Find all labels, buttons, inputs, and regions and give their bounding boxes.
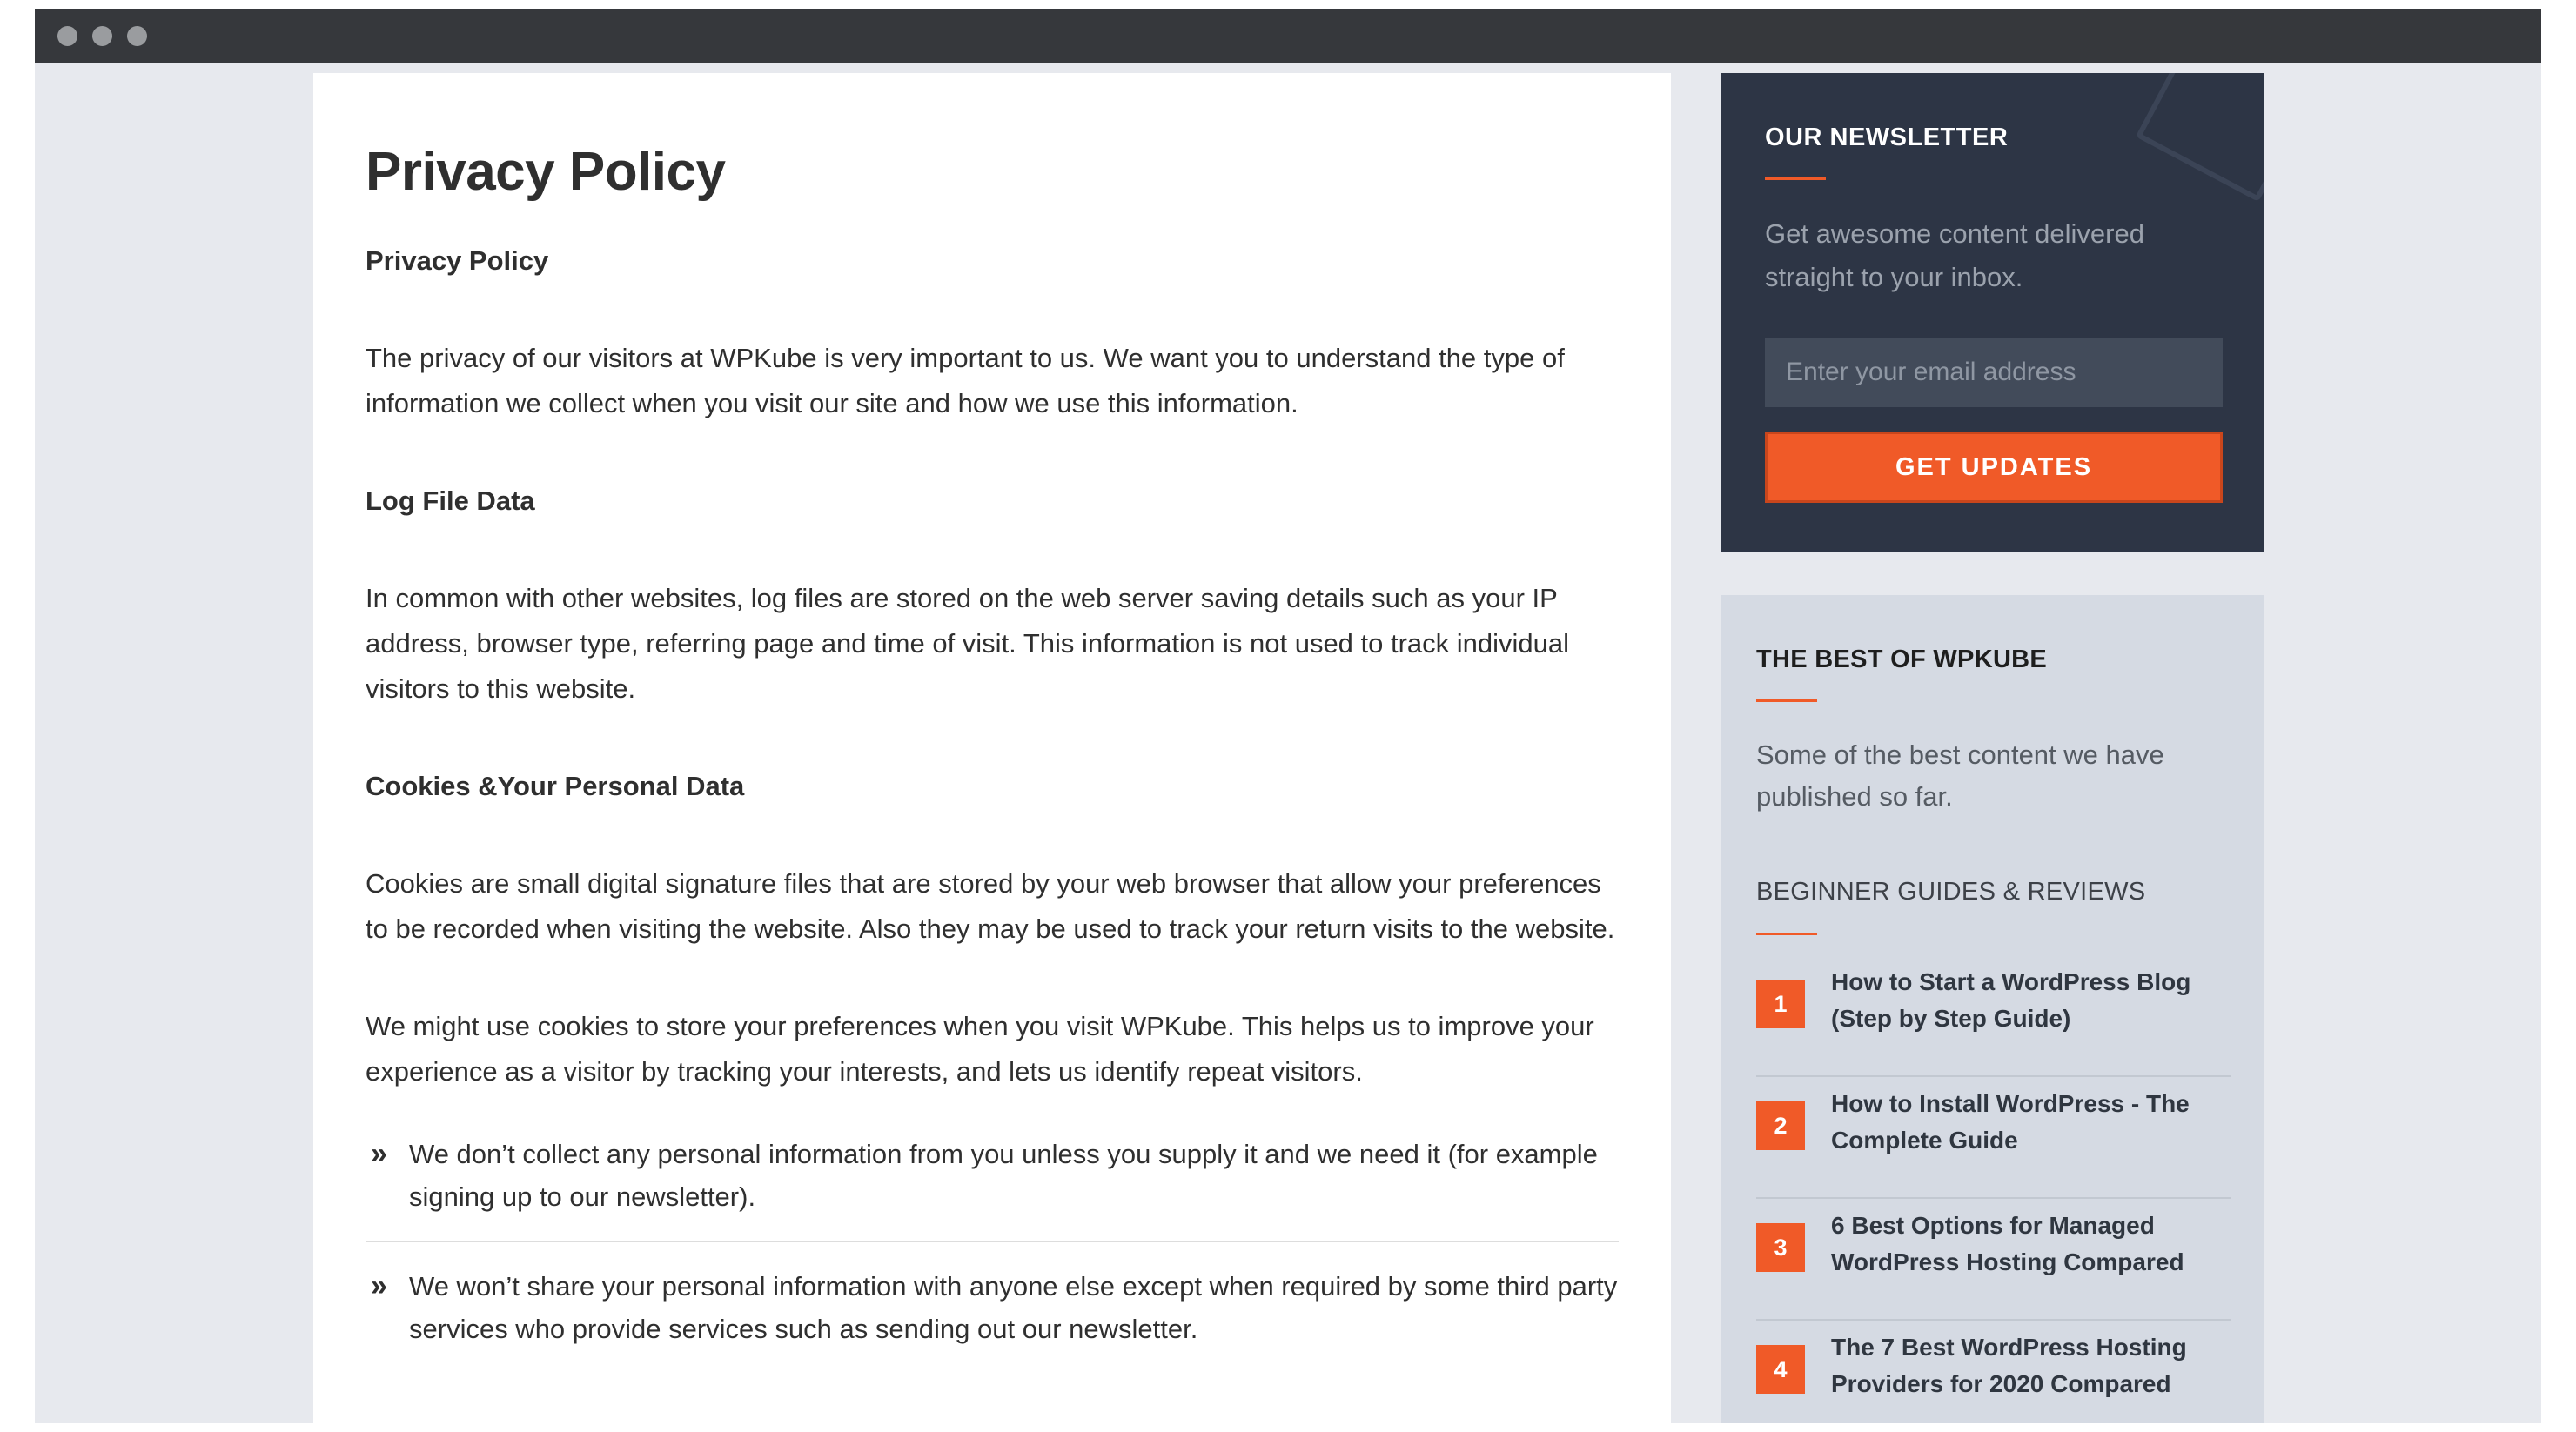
guide-item-3[interactable] [1756, 1199, 2231, 1321]
newsletter-widget [1721, 73, 2264, 552]
log-file-heading: Log File Data [366, 485, 535, 516]
window-titlebar [35, 9, 2541, 63]
email-input[interactable] [1765, 338, 2223, 407]
list-item [366, 1133, 1619, 1242]
guide-link[interactable]: How to Start a WordPress Blog (Step by Step Guide) [1831, 968, 2191, 1032]
intro-paragraph: The privacy of our visitors at WPKube is very important to us. We want you to understand the type of information we collect when you visit our site and how we use this information. [366, 343, 1565, 418]
guide-link[interactable]: 6 Best Options for Managed WordPress Hosting Compared [1831, 1212, 2184, 1275]
list-item [366, 1265, 1619, 1373]
guide-link[interactable]: The 7 Best WordPress Hosting Providers for 2020 Compared [1831, 1334, 2187, 1397]
guide-number-badge: 2 [1756, 1101, 1805, 1150]
article-subtitle: Privacy Policy [366, 245, 549, 276]
article-body [366, 238, 1619, 1395]
bullet-text: We don’t collect any personal information from you unless you supply it and we need it (for example signing up to our newsletter). [409, 1139, 1598, 1212]
accent-divider [1756, 933, 1817, 935]
double-chevron-right-icon: » [371, 1137, 387, 1170]
guide-number-badge: 3 [1756, 1223, 1805, 1272]
guide-item-1[interactable] [1756, 955, 2231, 1077]
guide-item-2[interactable] [1756, 1077, 2231, 1199]
double-chevron-right-icon: » [371, 1269, 387, 1302]
newsletter-title: OUR NEWSLETTER [1765, 124, 2009, 151]
guide-number-badge: 1 [1756, 980, 1805, 1028]
newsletter-description: Get awesome content delivered straight to your inbox. [1765, 218, 2144, 292]
envelope-icon [2136, 73, 2264, 202]
get-updates-button[interactable]: GET UPDATES [1765, 432, 2223, 503]
page-title: Privacy Policy [366, 142, 726, 202]
bullet-text: We won’t share your personal information with anyone else except when required by some third party services who provide services such as sending out our newsletter. [409, 1271, 1618, 1344]
log-file-paragraph: In common with other websites, log files are stored on the web server saving details such as your IP address, browser type, referring page and time of visit. This information is not used to track individual visitors to this website. [366, 583, 1570, 704]
policy-bullet-list [366, 1133, 1619, 1373]
best-of-description: Some of the best content we have published so far. [1756, 739, 2164, 812]
cookies-paragraph: Cookies are small digital signature files that are stored by your web browser that allow your preferences to be recorded when visiting the website. Also they may be used to track your return visits to the website. [366, 868, 1615, 944]
guides-subheading: BEGINNER GUIDES & REVIEWS [1756, 878, 2146, 906]
window-minimize-button[interactable] [92, 26, 112, 46]
best-of-title: THE BEST OF WPKUBE [1756, 646, 2048, 673]
browser-window [35, 9, 2541, 1423]
cookies-paragraph-2: We might use cookies to store your preferences when you visit WPKube. This helps us to improve your experience as a visitor by tracking your interests, and lets us identify repeat visitors. [366, 1011, 1594, 1087]
main-content [313, 73, 1671, 1423]
window-maximize-button[interactable] [127, 26, 147, 46]
guide-number-badge: 4 [1756, 1345, 1805, 1394]
guide-link[interactable]: How to Install WordPress - The Complete Guide [1831, 1090, 2190, 1154]
best-of-widget [1721, 595, 2264, 1423]
guide-item-4[interactable] [1756, 1321, 2231, 1423]
cookies-heading: Cookies &Your Personal Data [366, 771, 745, 801]
window-close-button[interactable] [57, 26, 77, 46]
accent-divider [1765, 177, 1826, 180]
accent-divider [1756, 699, 1817, 702]
